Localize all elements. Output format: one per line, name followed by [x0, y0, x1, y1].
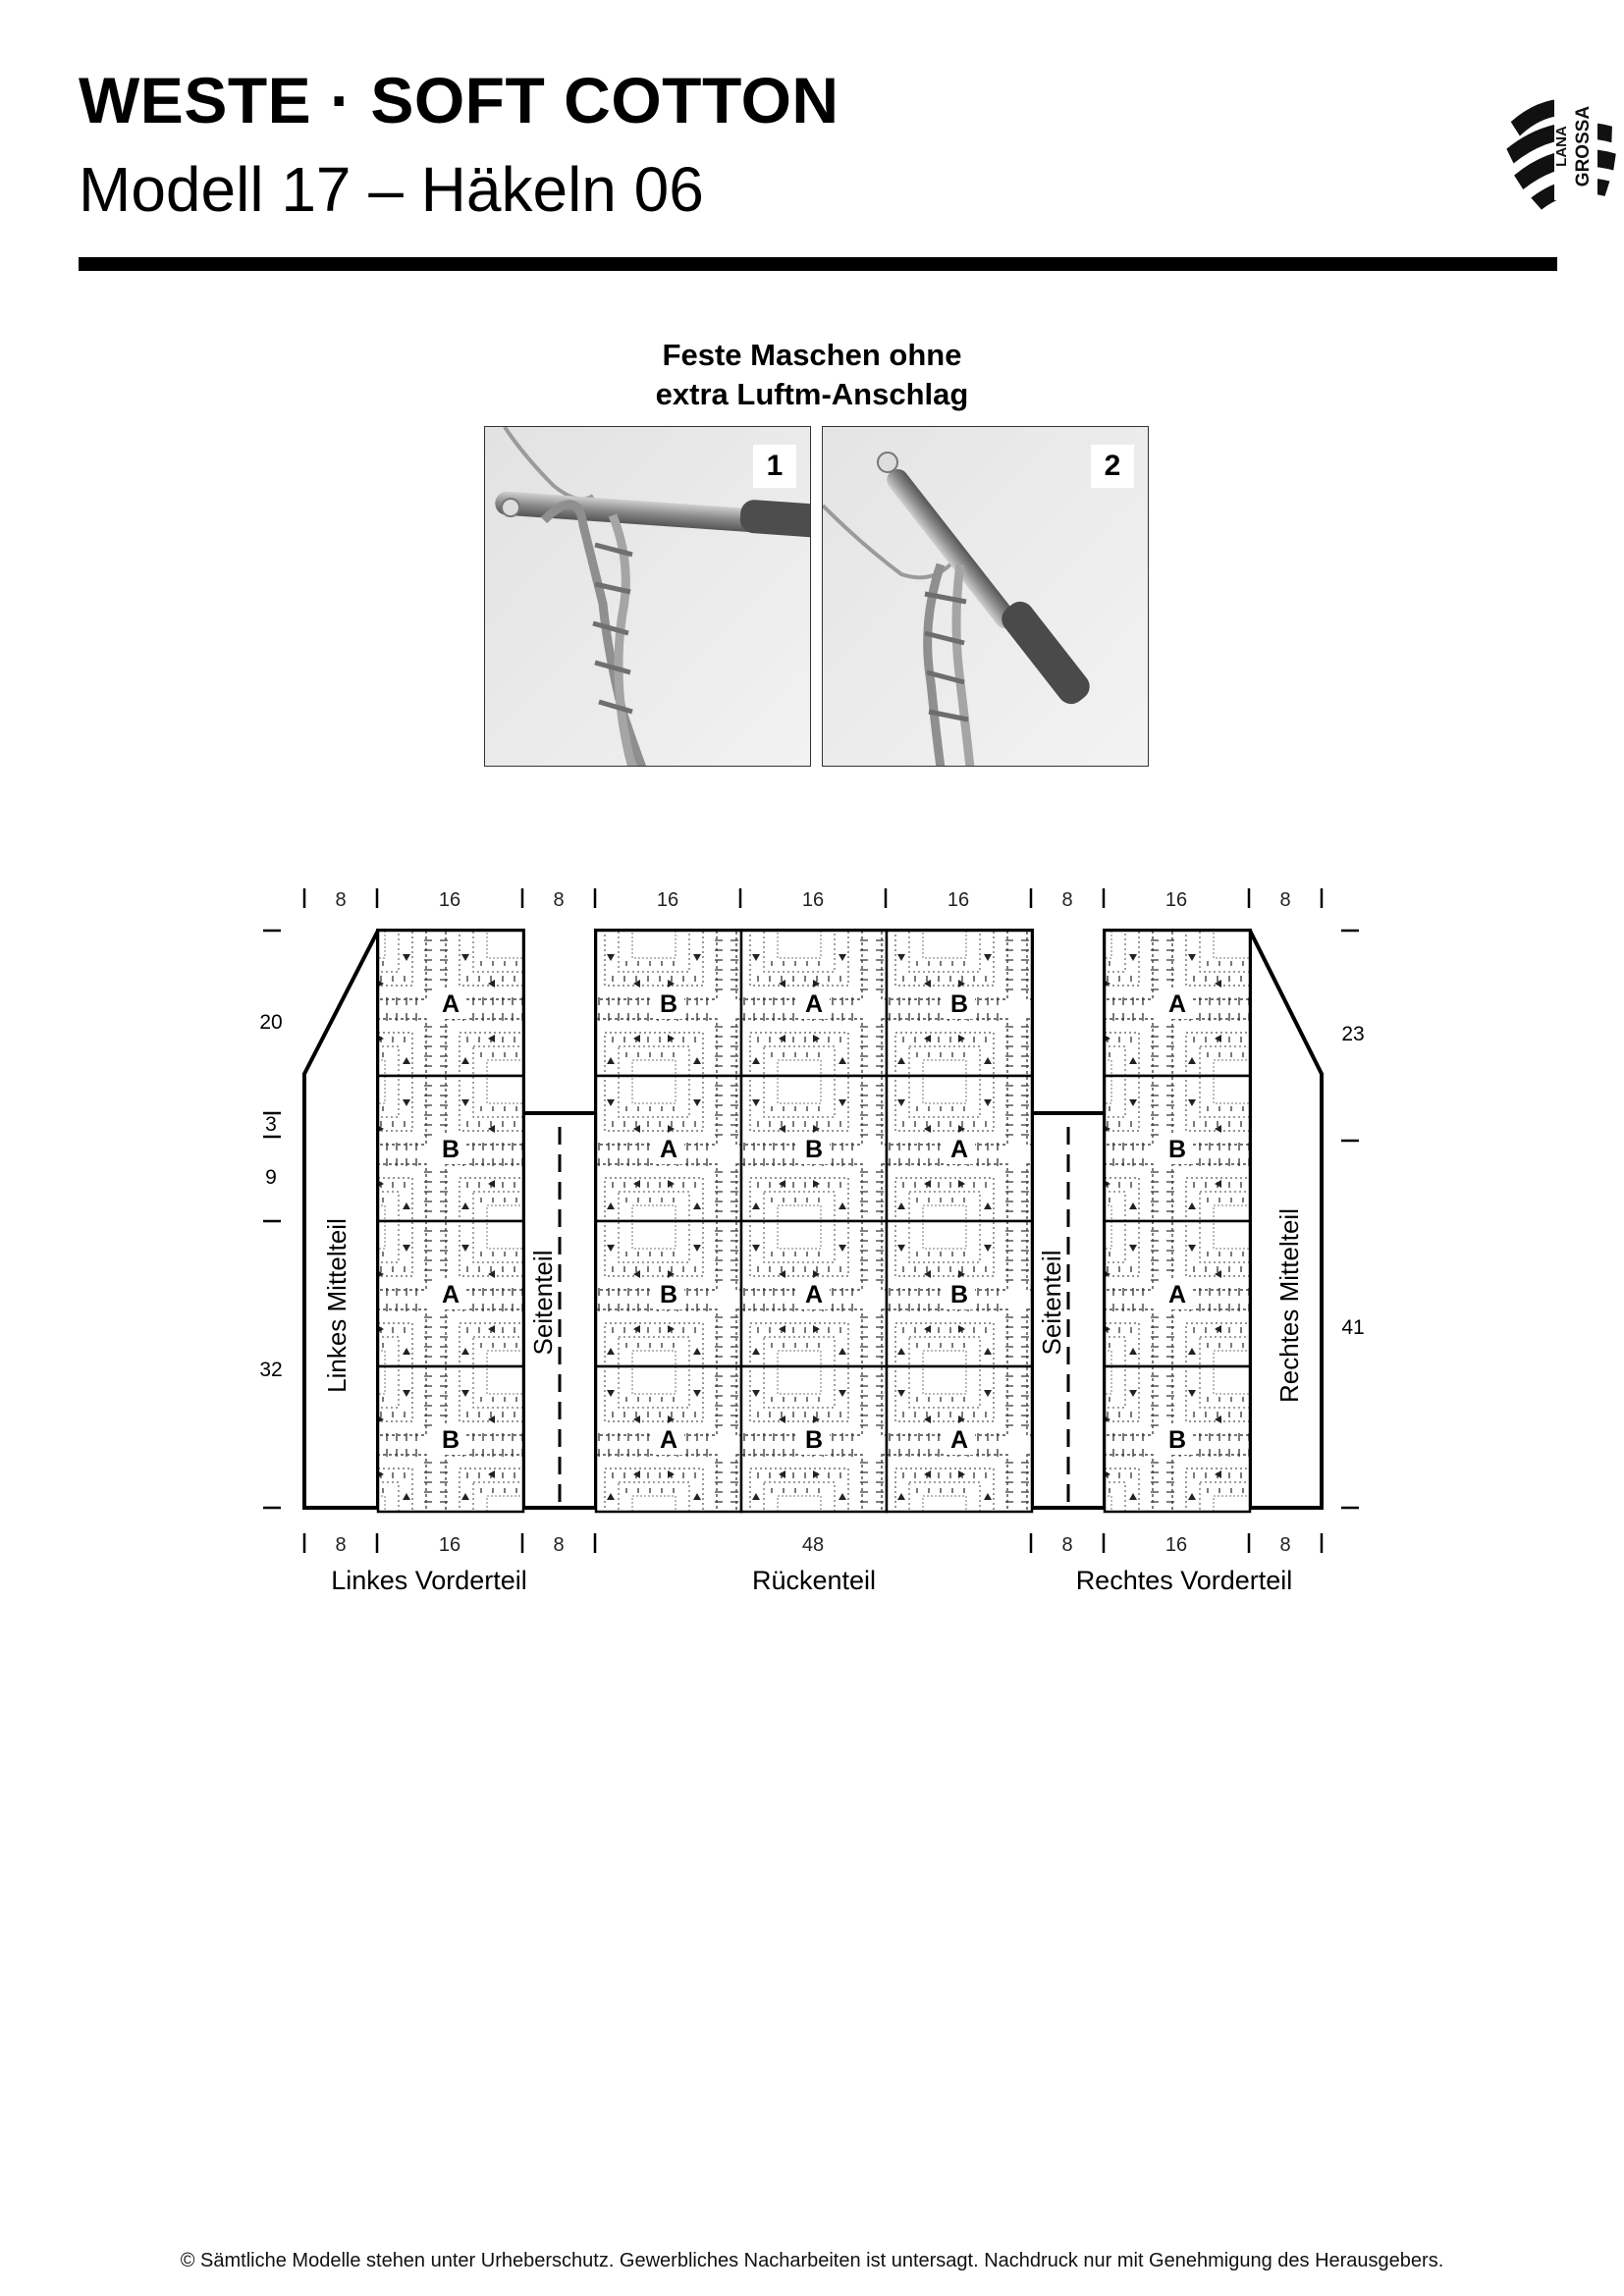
- bottom-measure-label: 16: [438, 1534, 461, 1556]
- motif-back: [596, 1076, 741, 1221]
- bottom-measure-label: 8: [335, 1534, 347, 1556]
- motif-letter: B: [949, 990, 969, 1018]
- motif-left-front: [378, 1366, 523, 1512]
- caption-line-1: Feste Maschen ohne: [662, 338, 962, 372]
- motif-right-front: [1105, 1221, 1250, 1366]
- top-measure-label: 8: [335, 889, 347, 911]
- motif-letter: B: [441, 1136, 460, 1163]
- motif-letter: B: [804, 1136, 824, 1163]
- motif-letter: B: [949, 1281, 969, 1308]
- motif-back: [596, 1221, 741, 1366]
- height-label-20: 20: [259, 1011, 283, 1034]
- motif-letter: B: [659, 1281, 678, 1308]
- vest-schematic: [0, 864, 1624, 1615]
- motif-letter: A: [949, 1136, 969, 1163]
- label-right-side-panel: Seitenteil: [1037, 1250, 1066, 1356]
- page-title: WESTE · SOFT COTTON: [79, 64, 839, 136]
- technique-photo-1: [484, 426, 811, 767]
- label-right-center-panel: Rechtes Mittelteil: [1274, 1208, 1304, 1403]
- top-measure-label: 16: [947, 889, 970, 911]
- motif-left-front: [378, 931, 523, 1076]
- motif-back: [741, 931, 887, 1076]
- svg-text:GROSSA: GROSSA: [1573, 105, 1594, 187]
- caption-line-2: extra Luftm-Anschlag: [655, 377, 969, 411]
- page-subtitle: Modell 17 – Häkeln 06: [79, 154, 704, 225]
- motif-letter: A: [659, 1136, 678, 1163]
- bottom-measure-label: 8: [553, 1534, 565, 1556]
- motif-letter: B: [1167, 1426, 1187, 1454]
- top-measure-label: 8: [553, 889, 565, 911]
- motif-back: [741, 1366, 887, 1512]
- motif-letter: A: [804, 990, 824, 1018]
- top-measure-label: 16: [438, 889, 461, 911]
- top-measure-label: 16: [1164, 889, 1188, 911]
- motif-right-front: [1105, 1366, 1250, 1512]
- height-label-9: 9: [265, 1166, 277, 1189]
- label-back: Rückenteil: [751, 1566, 877, 1595]
- svg-text:LANA: LANA: [1553, 126, 1570, 167]
- height-label-23: 23: [1341, 1023, 1365, 1045]
- motif-right-front: [1105, 931, 1250, 1076]
- header-divider: [79, 257, 1557, 271]
- motif-back: [887, 1076, 1032, 1221]
- motif-letter: B: [804, 1426, 824, 1454]
- motif-back: [741, 1221, 887, 1366]
- bottom-measure-label: 8: [1061, 1534, 1073, 1556]
- motif-letter: A: [1167, 990, 1187, 1018]
- technique-caption: [517, 336, 1107, 414]
- photo-number-1: 1: [753, 445, 796, 488]
- motif-back: [596, 1366, 741, 1512]
- label-right-front: Rechtes Vorderteil: [1075, 1566, 1293, 1595]
- motif-letter: A: [659, 1426, 678, 1454]
- motif-letter: A: [1167, 1281, 1187, 1308]
- motif-back: [741, 1076, 887, 1221]
- lana-grossa-logo: [1488, 73, 1624, 220]
- motif-back: [596, 931, 741, 1076]
- motif-back: [887, 1221, 1032, 1366]
- motif-letter: B: [659, 990, 678, 1018]
- right-height-markers: [1341, 931, 1359, 1508]
- label-left-side-panel: Seitenteil: [528, 1250, 558, 1356]
- motif-back: [887, 931, 1032, 1076]
- schematic-drawing: [0, 864, 1624, 1610]
- bottom-measure-label: 8: [1279, 1534, 1291, 1556]
- page-header: [79, 61, 1594, 267]
- top-measure-label: 16: [801, 889, 825, 911]
- motif-letter: A: [441, 1281, 460, 1308]
- motif-right-front: [1105, 1076, 1250, 1221]
- motif-left-front: [378, 1221, 523, 1366]
- top-measure-label: 8: [1061, 889, 1073, 911]
- motif-letter: A: [804, 1281, 824, 1308]
- photo-number-2: 2: [1091, 445, 1134, 488]
- label-left-center-panel: Linkes Mittelteil: [322, 1218, 352, 1393]
- motif-letter: A: [949, 1426, 969, 1454]
- bottom-measure-label: 48: [801, 1534, 825, 1556]
- height-label-41: 41: [1341, 1316, 1365, 1339]
- label-left-front: Linkes Vorderteil: [331, 1566, 527, 1595]
- motif-letter: B: [1167, 1136, 1187, 1163]
- technique-photo-2: [822, 426, 1149, 767]
- motif-letter: A: [441, 990, 460, 1018]
- top-measure-label: 16: [656, 889, 679, 911]
- height-label-3: 3: [265, 1113, 277, 1136]
- bottom-measure-label: 16: [1164, 1534, 1188, 1556]
- top-measure-label: 8: [1279, 889, 1291, 911]
- height-label-32: 32: [259, 1359, 283, 1381]
- copyright-footer: © Sämtliche Modelle stehen unter Urheberschutz. Gewerbliches Nacharbeiten ist untersagt. Nachdruck nur mit Genehmigung des Herausgebers.: [180, 2250, 1444, 2271]
- motif-letter: B: [441, 1426, 460, 1454]
- motif-back: [887, 1366, 1032, 1512]
- motif-left-front: [378, 1076, 523, 1221]
